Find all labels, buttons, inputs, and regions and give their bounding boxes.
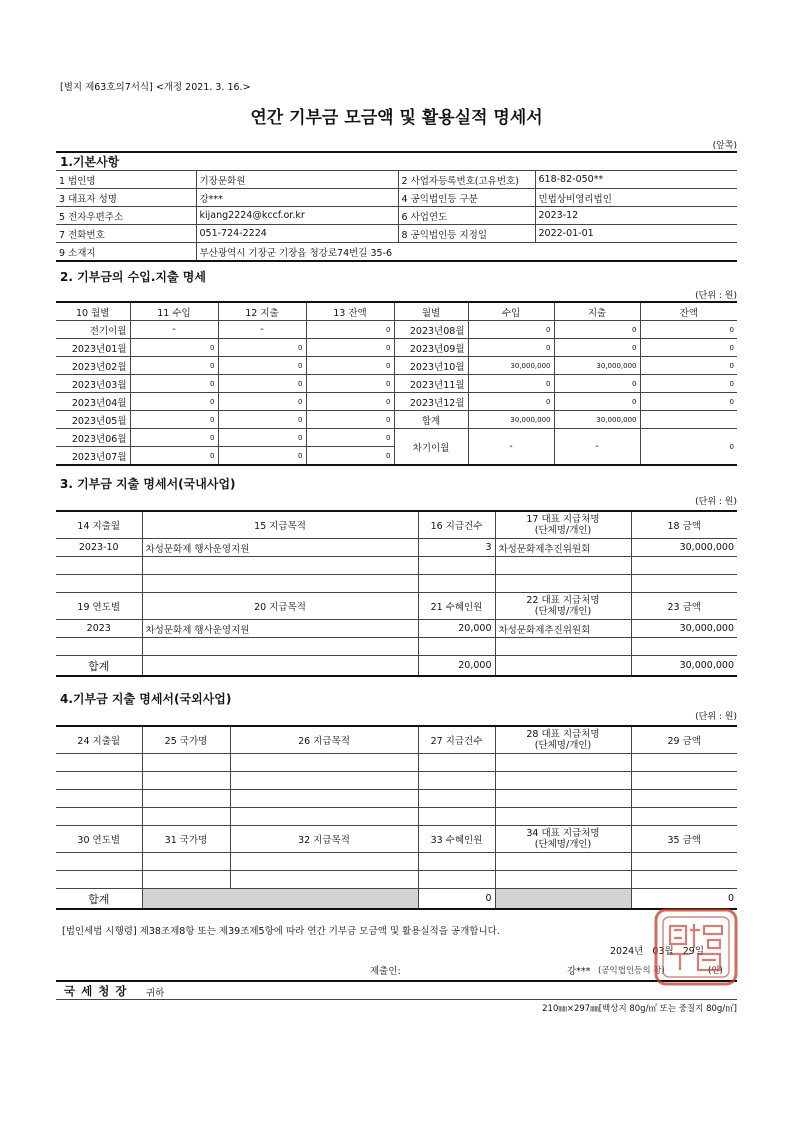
empty-cell (495, 853, 631, 871)
data-cell: 차성문화제 행사운영지원 (142, 620, 418, 638)
month-cell: 2023년11월 (394, 375, 468, 393)
amount-cell: 0 (468, 339, 554, 357)
empty-cell (418, 575, 495, 593)
submitter-role: (공익법인등의 장) (598, 966, 665, 976)
field-value: 2023-12 (535, 207, 737, 225)
empty-cell (56, 772, 142, 790)
field-value: 051-724-2224 (196, 225, 398, 243)
empty-cell (56, 754, 142, 772)
amount-cell: 0 (130, 339, 218, 357)
section4-unit: (단위 : 원) (695, 712, 737, 722)
shaded-cell (495, 889, 631, 910)
empty-cell (142, 871, 230, 889)
empty-cell (631, 754, 737, 772)
month-cell: 2023년09월 (394, 339, 468, 357)
table-row (56, 557, 737, 575)
empty-cell (230, 853, 418, 871)
data-cell: 3 (418, 539, 495, 557)
submitter-name: 강*** (567, 966, 591, 977)
table-row (56, 339, 737, 357)
amount-cell: 0 (306, 393, 394, 411)
empty-cell (230, 772, 418, 790)
month-cell: 2023년02월 (56, 357, 130, 375)
month-cell: 2023년07월 (56, 447, 130, 466)
empty-cell (142, 853, 230, 871)
total-label: 합계 (56, 889, 142, 910)
table-row (56, 808, 737, 826)
table-row (56, 357, 737, 375)
column-header: 13 잔액 (306, 302, 394, 321)
empty-cell (142, 754, 230, 772)
column-header (495, 511, 631, 539)
field-value: 기장문화원 (196, 171, 398, 189)
table-row (56, 321, 737, 339)
field-value: 2022-01-01 (535, 225, 737, 243)
amount-cell: 0 (640, 357, 737, 375)
amount-cell: - (468, 429, 554, 466)
data-cell: 차성문화제추진위원회 (495, 539, 631, 557)
seal-mark: (인) (708, 966, 723, 976)
empty-cell (56, 575, 142, 593)
section3-title: 3. 기부금 지출 명세서(국내사업) (60, 477, 236, 491)
submitter-label: 제출인: (370, 966, 401, 977)
empty-cell (631, 853, 737, 871)
empty-cell (418, 638, 495, 656)
field-value: 민법상비영리법인 (535, 189, 737, 207)
column-header: 16 지급건수 (418, 511, 495, 539)
amount-cell: 0 (306, 411, 394, 429)
empty-cell (418, 772, 495, 790)
table-row (56, 726, 737, 754)
column-header: 21 수혜인원 (418, 593, 495, 620)
column-header: 월별 (394, 302, 468, 321)
empty-cell (418, 871, 495, 889)
amount-cell: 0 (130, 411, 218, 429)
table-row (56, 656, 737, 677)
table-row (56, 772, 737, 790)
month-cell: 2023년05월 (56, 411, 130, 429)
table-row (56, 620, 737, 638)
amount-cell: 0 (130, 393, 218, 411)
table-row (56, 189, 737, 207)
addressee-suffix: 귀하 (146, 988, 165, 999)
amount-cell: 0 (130, 375, 218, 393)
field-label: 1 법인명 (56, 171, 196, 189)
legal-statement: [법인세법 시행령] 제38조제8항 또는 제39조제5항에 따라 연간 기부금 모금액 및 활용실적을 공개합니다. (62, 926, 500, 937)
header-subline: (단체명/개인) (534, 525, 592, 536)
amount-cell: 0 (640, 393, 737, 411)
total-amount: 0 (631, 889, 737, 910)
month-cell: 2023년03월 (56, 375, 130, 393)
column-header: 32 지급목적 (230, 826, 418, 853)
column-header: 24 지출월 (56, 726, 142, 754)
table-row (56, 889, 737, 910)
empty-cell (230, 871, 418, 889)
amount-cell: 0 (554, 393, 640, 411)
header-subline: (단체명/개인) (534, 839, 592, 850)
data-cell: 2023 (56, 620, 142, 638)
amount-cell: 0 (306, 321, 394, 339)
table-row (56, 754, 737, 772)
table-row (56, 575, 737, 593)
table-row (56, 638, 737, 656)
amount-cell: 0 (468, 393, 554, 411)
table-row (56, 243, 737, 262)
section3-unit: (단위 : 원) (695, 497, 737, 507)
empty-cell (631, 557, 737, 575)
amount-cell: 0 (554, 339, 640, 357)
amount-cell: 0 (218, 375, 306, 393)
amount-cell: 0 (218, 357, 306, 375)
empty-cell (495, 808, 631, 826)
month-cell: 2023년10월 (394, 357, 468, 375)
table-row (56, 871, 737, 889)
data-cell: 30,000,000 (631, 620, 737, 638)
column-header: 29 금액 (631, 726, 737, 754)
amount-cell: 30,000,000 (554, 411, 640, 429)
income-expense-table (56, 301, 737, 466)
empty-cell (631, 871, 737, 889)
column-header: 25 국가명 (142, 726, 230, 754)
footer-rule (56, 980, 737, 982)
amount-cell: 0 (218, 411, 306, 429)
column-header: 35 금액 (631, 826, 737, 853)
data-cell: 차성문화제 행사운영지원 (142, 539, 418, 557)
table-row (56, 302, 737, 321)
empty-cell (56, 638, 142, 656)
field-label: 3 대표자 성명 (56, 189, 196, 207)
table-row (56, 207, 737, 225)
column-header: 15 지급목적 (142, 511, 418, 539)
overseas-expense-table (56, 725, 737, 910)
empty-cell (142, 656, 418, 677)
amount-cell: 0 (554, 375, 640, 393)
column-header: 20 지급목적 (142, 593, 418, 620)
amount-cell: 0 (554, 321, 640, 339)
table-row (56, 225, 737, 243)
form-reference: [별지 제63호의7서식] <개정 2021. 3. 16.> (60, 82, 251, 93)
table-row (56, 539, 737, 557)
amount-cell: - (218, 321, 306, 339)
table-row (56, 171, 737, 189)
amount-cell: 0 (306, 429, 394, 447)
amount-cell: 0 (130, 447, 218, 466)
data-cell: 2023-10 (56, 539, 142, 557)
amount-cell (640, 411, 737, 429)
empty-cell (142, 790, 230, 808)
table-row (56, 375, 737, 393)
field-label: 5 전자우편주소 (56, 207, 196, 225)
amount-cell: 0 (640, 321, 737, 339)
data-cell: 차성문화제추진위원회 (495, 620, 631, 638)
column-header: 19 연도별 (56, 593, 142, 620)
field-label: 4 공익법인등 구분 (398, 189, 535, 207)
column-header (495, 826, 631, 853)
amount-cell: 0 (468, 375, 554, 393)
empty-cell (142, 638, 418, 656)
field-label: 9 소재지 (56, 243, 196, 262)
section2-title: 2. 기부금의 수입.지출 명세 (60, 270, 206, 284)
column-header: 27 지급건수 (418, 726, 495, 754)
empty-cell (142, 557, 418, 575)
amount-cell: 0 (218, 393, 306, 411)
column-header: 잔액 (640, 302, 737, 321)
footer-bottom-rule (56, 999, 737, 1000)
month-cell: 합계 (394, 411, 468, 429)
empty-cell (631, 638, 737, 656)
section1-title: 1.기본사항 (60, 155, 120, 169)
empty-cell (418, 557, 495, 575)
header-line: 17 대표 지급처명 (526, 514, 600, 525)
header-line: 22 대표 지급처명 (526, 595, 600, 606)
amount-cell: 0 (218, 339, 306, 357)
column-header: 수입 (468, 302, 554, 321)
column-header: 26 지급목적 (230, 726, 418, 754)
table-row (56, 429, 737, 447)
empty-cell (418, 790, 495, 808)
addressee: 국 세 청 장 (64, 984, 128, 998)
amount-cell: 0 (306, 339, 394, 357)
total-amount: 30,000,000 (631, 656, 737, 677)
empty-cell (230, 808, 418, 826)
amount-cell: 0 (130, 429, 218, 447)
empty-cell (142, 808, 230, 826)
month-cell: 2023년08월 (394, 321, 468, 339)
table-row (56, 826, 737, 853)
empty-cell (495, 575, 631, 593)
carry-over-label: 차기이월 (394, 429, 468, 466)
column-header: 10 월별 (56, 302, 130, 321)
month-cell: 2023년04월 (56, 393, 130, 411)
column-header: 14 지출월 (56, 511, 142, 539)
basic-info-table (56, 170, 737, 262)
month-cell: 2023년01월 (56, 339, 130, 357)
column-header: 33 수혜인원 (418, 826, 495, 853)
amount-cell: 0 (218, 447, 306, 466)
shaded-cell (142, 889, 418, 910)
amount-cell: 30,000,000 (554, 357, 640, 375)
column-header: 31 국가명 (142, 826, 230, 853)
empty-cell (56, 871, 142, 889)
amount-cell: - (130, 321, 218, 339)
total-count: 20,000 (418, 656, 495, 677)
column-header: 30 연도별 (56, 826, 142, 853)
month-cell: 2023년12월 (394, 393, 468, 411)
amount-cell: 0 (640, 429, 737, 466)
empty-cell (56, 790, 142, 808)
empty-cell (418, 754, 495, 772)
amount-cell: 0 (468, 321, 554, 339)
empty-cell (631, 772, 737, 790)
paper-spec: 210㎜×297㎜[백상지 80g/㎡ 또는 중질지 80g/㎡] (542, 1004, 737, 1014)
total-count: 0 (418, 889, 495, 910)
table-row (56, 393, 737, 411)
header-subline: (단체명/개인) (534, 740, 592, 751)
submission-date: 2024년 03월 29일 (610, 946, 705, 957)
empty-cell (230, 754, 418, 772)
empty-cell (230, 790, 418, 808)
amount-cell: - (554, 429, 640, 466)
section1-top-rule (56, 151, 737, 153)
column-header (495, 726, 631, 754)
table-row (56, 790, 737, 808)
amount-cell: 0 (218, 429, 306, 447)
empty-cell (495, 754, 631, 772)
column-header: 지출 (554, 302, 640, 321)
empty-cell (142, 575, 418, 593)
field-label: 2 사업자등록번호(고유번호) (398, 171, 535, 189)
data-cell: 30,000,000 (631, 539, 737, 557)
header-line: 28 대표 지급처명 (526, 729, 600, 740)
header-subline: (단체명/개인) (534, 606, 592, 617)
section2-unit: (단위 : 원) (695, 291, 737, 301)
field-label: 7 전화번호 (56, 225, 196, 243)
field-value: 부산광역시 기장군 기장읍 청강로74번길 35-6 (196, 243, 737, 262)
header-line: 34 대표 지급처명 (526, 828, 600, 839)
empty-cell (495, 871, 631, 889)
column-header: 12 지출 (218, 302, 306, 321)
table-row (56, 593, 737, 620)
amount-cell: 0 (306, 357, 394, 375)
amount-cell: 0 (640, 339, 737, 357)
table-row (56, 511, 737, 539)
month-cell: 2023년06월 (56, 429, 130, 447)
column-header: 18 금액 (631, 511, 737, 539)
empty-cell (631, 808, 737, 826)
empty-cell (495, 638, 631, 656)
field-label: 6 사업연도 (398, 207, 535, 225)
official-seal-stamp (654, 908, 738, 986)
field-value: 강*** (196, 189, 398, 207)
amount-cell: 0 (306, 447, 394, 466)
field-value: kijang2224@kccf.or.kr (196, 207, 398, 225)
month-cell: 전기이월 (56, 321, 130, 339)
total-label: 합계 (56, 656, 142, 677)
amount-cell: 0 (306, 375, 394, 393)
section4-title: 4.기부금 지출 명세서(국외사업) (60, 692, 232, 706)
domestic-expense-table (56, 510, 737, 677)
empty-cell (418, 853, 495, 871)
page-title: 연간 기부금 모금액 및 활용실적 명세서 (250, 108, 543, 128)
empty-cell (631, 575, 737, 593)
column-header: 11 수입 (130, 302, 218, 321)
empty-cell (495, 656, 631, 677)
empty-cell (495, 772, 631, 790)
amount-cell: 30,000,000 (468, 357, 554, 375)
empty-cell (495, 790, 631, 808)
field-value: 618-82-050** (535, 171, 737, 189)
empty-cell (142, 772, 230, 790)
table-row (56, 411, 737, 429)
amount-cell: 30,000,000 (468, 411, 554, 429)
empty-cell (56, 853, 142, 871)
amount-cell: 0 (640, 375, 737, 393)
empty-cell (418, 808, 495, 826)
page-side-note: (앞쪽) (712, 141, 737, 151)
amount-cell: 0 (130, 357, 218, 375)
empty-cell (56, 808, 142, 826)
empty-cell (56, 557, 142, 575)
column-header: 23 금액 (631, 593, 737, 620)
field-label: 8 공익법인등 지정일 (398, 225, 535, 243)
data-cell: 20,000 (418, 620, 495, 638)
empty-cell (495, 557, 631, 575)
table-row (56, 853, 737, 871)
empty-cell (631, 790, 737, 808)
column-header (495, 593, 631, 620)
